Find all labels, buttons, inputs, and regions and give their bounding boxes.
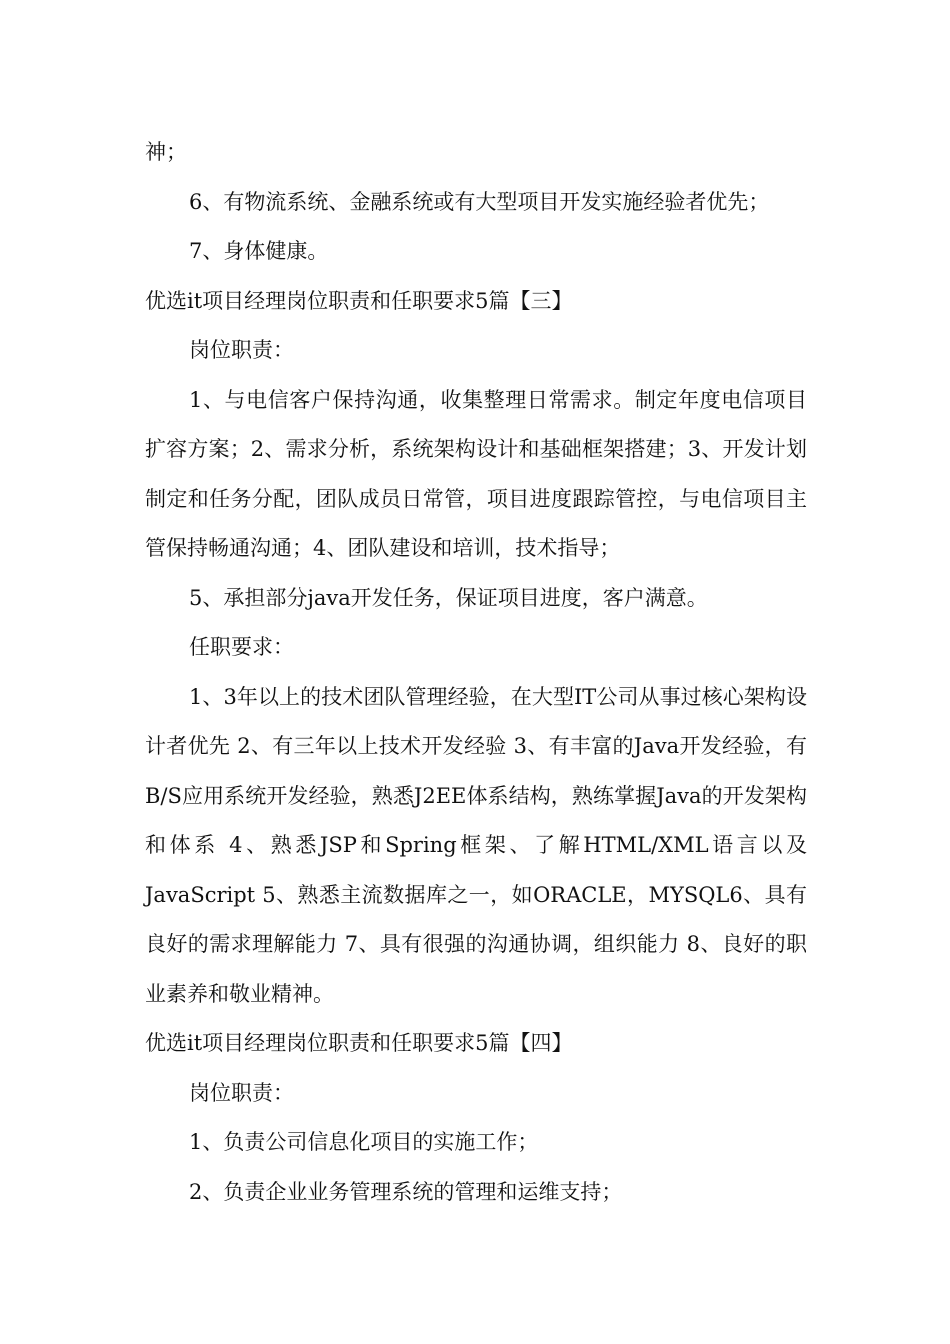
subheading-responsibilities-2: 岗位职责： bbox=[189, 1080, 294, 1105]
list-item-7: 7、身体健康。 bbox=[189, 239, 329, 263]
list-item-6: 6、有物流系统、金融系统或有大型项目开发实施经验者优先； bbox=[189, 189, 770, 214]
subheading-responsibilities: 岗位职责： bbox=[189, 338, 294, 362]
requirements-paragraph: 1、3年以上的技术团队管理经验，在大型IT公司从事过核心架构设计者优先 2、有三年以上技术开发经验 3、有丰富的Java开发经验，有B/S应用系统开发经验，熟悉J2EE体系结构，熟练掌握Java的开发架构和体系 4、熟悉JSP和Spring框架、了解HTML/XML语言以及JavaScript 5、熟悉主流数据库之一，如ORACLE，MYSQL6、具有良好的需求理解能力 7、具有很强的沟通协调，组织能力 8、良好的职业素养和敬业精神。 bbox=[145, 684, 807, 1006]
list-item-2: 2、负责企业业务管理系统的管理和运维支持； bbox=[189, 1179, 623, 1204]
document-body bbox=[145, 128, 807, 1217]
responsibilities-paragraph: 1、与电信客户保持沟通，收集整理日常需求。制定年度电信项目扩容方案；2、需求分析，系统架构设计和基础框架搭建；3、开发计划制定和任务分配，团队成员日常管，项目进度跟踪管控，与电信项目主管保持畅通沟通；4、团队建设和培训，技术指导； bbox=[145, 387, 807, 560]
list-item-5: 5、承担部分java开发任务，保证项目进度，客户满意。 bbox=[189, 585, 708, 610]
subheading-requirements: 任职要求： bbox=[189, 635, 294, 659]
section-heading-3: 优选it项目经理岗位职责和任职要求5篇【三】 bbox=[145, 288, 573, 313]
list-item-1: 1、负责公司信息化项目的实施工作； bbox=[189, 1130, 539, 1154]
section-heading-4: 优选it项目经理岗位职责和任职要求5篇【四】 bbox=[145, 1031, 573, 1055]
paragraph-continuation: 神； bbox=[145, 140, 187, 164]
